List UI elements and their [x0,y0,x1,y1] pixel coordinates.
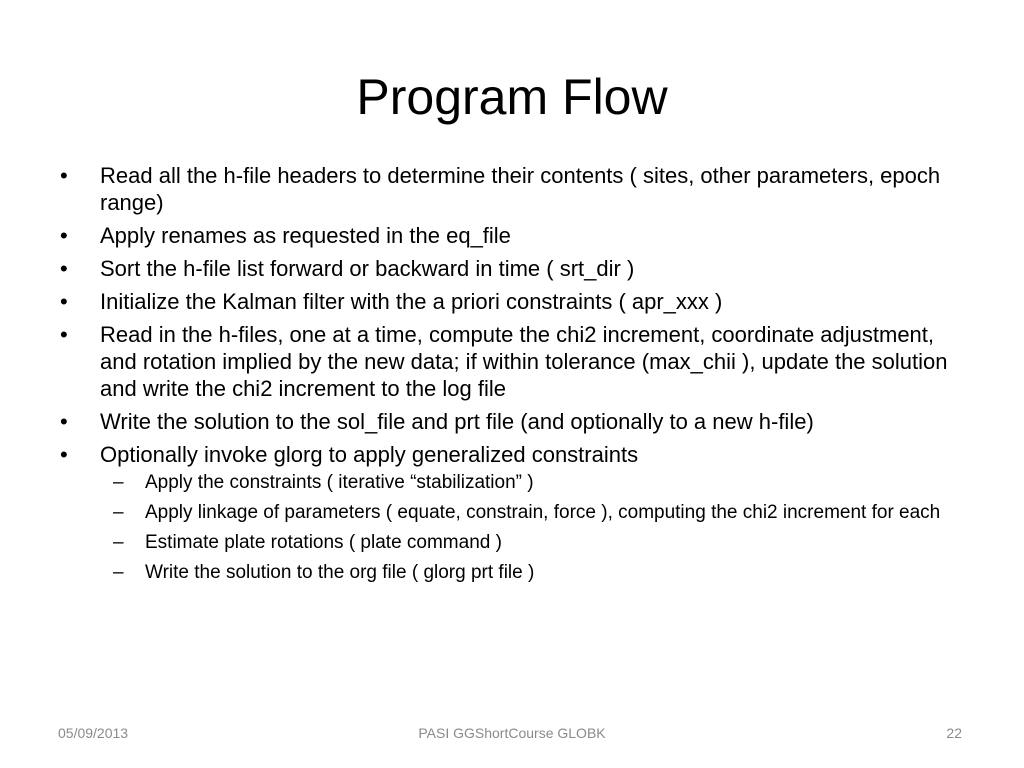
sub-bullet-text: Estimate plate rotations ( plate command ) [145,532,502,553]
dash-marker: – [113,472,124,493]
bullet-item [60,441,960,585]
sub-bullet-item [100,471,960,495]
bullet-marker: • [60,409,68,434]
sub-bullet-item [100,561,960,585]
sub-bullet-item [100,531,960,555]
bullet-text: Read in the h-files, one at a time, compute the chi2 increment, coordinate adjustment, and rotation implied by the new data; if within tolerance (max_chii ), update the solution and write the chi2 increment to the log file [100,322,948,401]
sub-bullet-text: Apply the constraints ( iterative “stabilization” ) [145,472,534,493]
bullet-text: Read all the h-file headers to determine their contents ( sites, other parameters, epoch range) [100,163,941,215]
bullet-text: Sort the h-file list forward or backward in time ( srt_dir ) [100,256,635,281]
page-number: 22 [946,725,962,741]
bullet-item [60,222,960,249]
bullet-marker: • [60,223,68,248]
bullet-text: Optionally invoke glorg to apply generalized constraints [100,442,639,467]
sub-bullet-list [100,471,960,585]
bullet-item [60,162,960,216]
dash-marker: – [113,532,124,553]
bullet-item [60,408,960,435]
slide-title: Program Flow [356,69,668,125]
dash-marker: – [113,502,124,523]
bullet-item [60,321,960,402]
dash-marker: – [113,562,124,583]
footer-date: 05/09/2013 [58,725,129,741]
bullet-text: Apply renames as requested in the eq_file [100,223,511,248]
bullet-marker: • [60,442,68,467]
sub-bullet-item [100,501,960,525]
bullet-marker: • [60,322,68,347]
bullet-text: Write the solution to the sol_file and prt file (and optionally to a new h-file) [100,409,814,434]
sub-bullet-text: Write the solution to the org file ( glorg prt file ) [145,562,535,583]
footer-title: PASI GGShortCourse GLOBK [418,725,606,741]
bullet-text: Initialize the Kalman filter with the a priori constraints ( apr_xxx ) [100,289,723,314]
bullet-marker: • [60,289,68,314]
slide-content [60,162,960,591]
bullet-item [60,255,960,282]
bullet-item [60,288,960,315]
bullet-list [60,162,960,585]
sub-bullet-text: Apply linkage of parameters ( equate, constrain, force ), computing the chi2 increment for each [145,502,941,523]
bullet-marker: • [60,163,68,188]
bullet-marker: • [60,256,68,281]
